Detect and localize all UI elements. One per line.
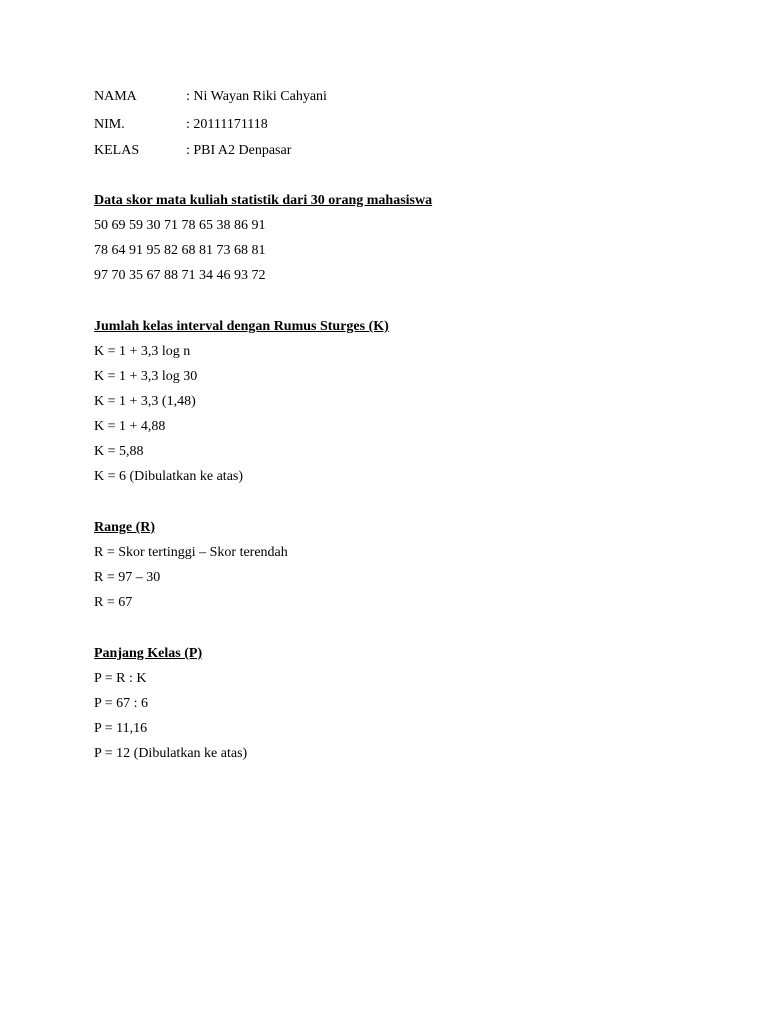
kelas-row bbox=[94, 142, 594, 160]
sturges-line: K = 1 + 4,88 bbox=[94, 419, 166, 434]
range-section-title: Range (R) bbox=[94, 520, 156, 535]
range-section bbox=[94, 519, 694, 619]
panjang-line: P = R : K bbox=[94, 671, 147, 686]
nim-value: : 20111171118 bbox=[186, 117, 268, 132]
sturges-line: K = 1 + 3,3 log n bbox=[94, 344, 191, 359]
range-line: R = 67 bbox=[94, 595, 133, 610]
panjang-line: P = 67 : 6 bbox=[94, 696, 149, 711]
kelas-value: : PBI A2 Denpasar bbox=[186, 143, 292, 158]
sturges-line: K = 1 + 3,3 log 30 bbox=[94, 369, 198, 384]
nama-label: NAMA bbox=[94, 89, 137, 104]
data-line: 78 64 91 95 82 68 81 73 68 81 bbox=[94, 243, 266, 258]
data-line: 97 70 35 67 88 71 34 46 93 72 bbox=[94, 268, 266, 283]
sturges-line: K = 5,88 bbox=[94, 444, 144, 459]
range-line: R = Skor tertinggi – Skor terendah bbox=[94, 545, 288, 560]
data-section-title: Data skor mata kuliah statistik dari 30 orang mahasiswa bbox=[94, 193, 433, 208]
panjang-section-title: Panjang Kelas (P) bbox=[94, 646, 203, 661]
kelas-label: KELAS bbox=[94, 143, 140, 158]
data-section bbox=[94, 192, 694, 292]
identity-block bbox=[94, 88, 594, 160]
nama-row bbox=[94, 88, 594, 106]
panjang-line: P = 11,16 bbox=[94, 721, 148, 736]
panjang-line: P = 12 (Dibulatkan ke atas) bbox=[94, 746, 248, 761]
sturges-section bbox=[94, 318, 694, 493]
range-line: R = 97 – 30 bbox=[94, 570, 161, 585]
sturges-line: K = 1 + 3,3 (1,48) bbox=[94, 394, 196, 409]
panjang-section bbox=[94, 645, 694, 770]
nim-row bbox=[94, 116, 594, 134]
sturges-line: K = 6 (Dibulatkan ke atas) bbox=[94, 469, 244, 484]
data-line: 50 69 59 30 71 78 65 38 86 91 bbox=[94, 218, 266, 233]
nama-value: : Ni Wayan Riki Cahyani bbox=[186, 89, 327, 104]
nim-label: NIM. bbox=[94, 117, 125, 132]
sturges-section-title: Jumlah kelas interval dengan Rumus Sturges (K) bbox=[94, 319, 389, 334]
